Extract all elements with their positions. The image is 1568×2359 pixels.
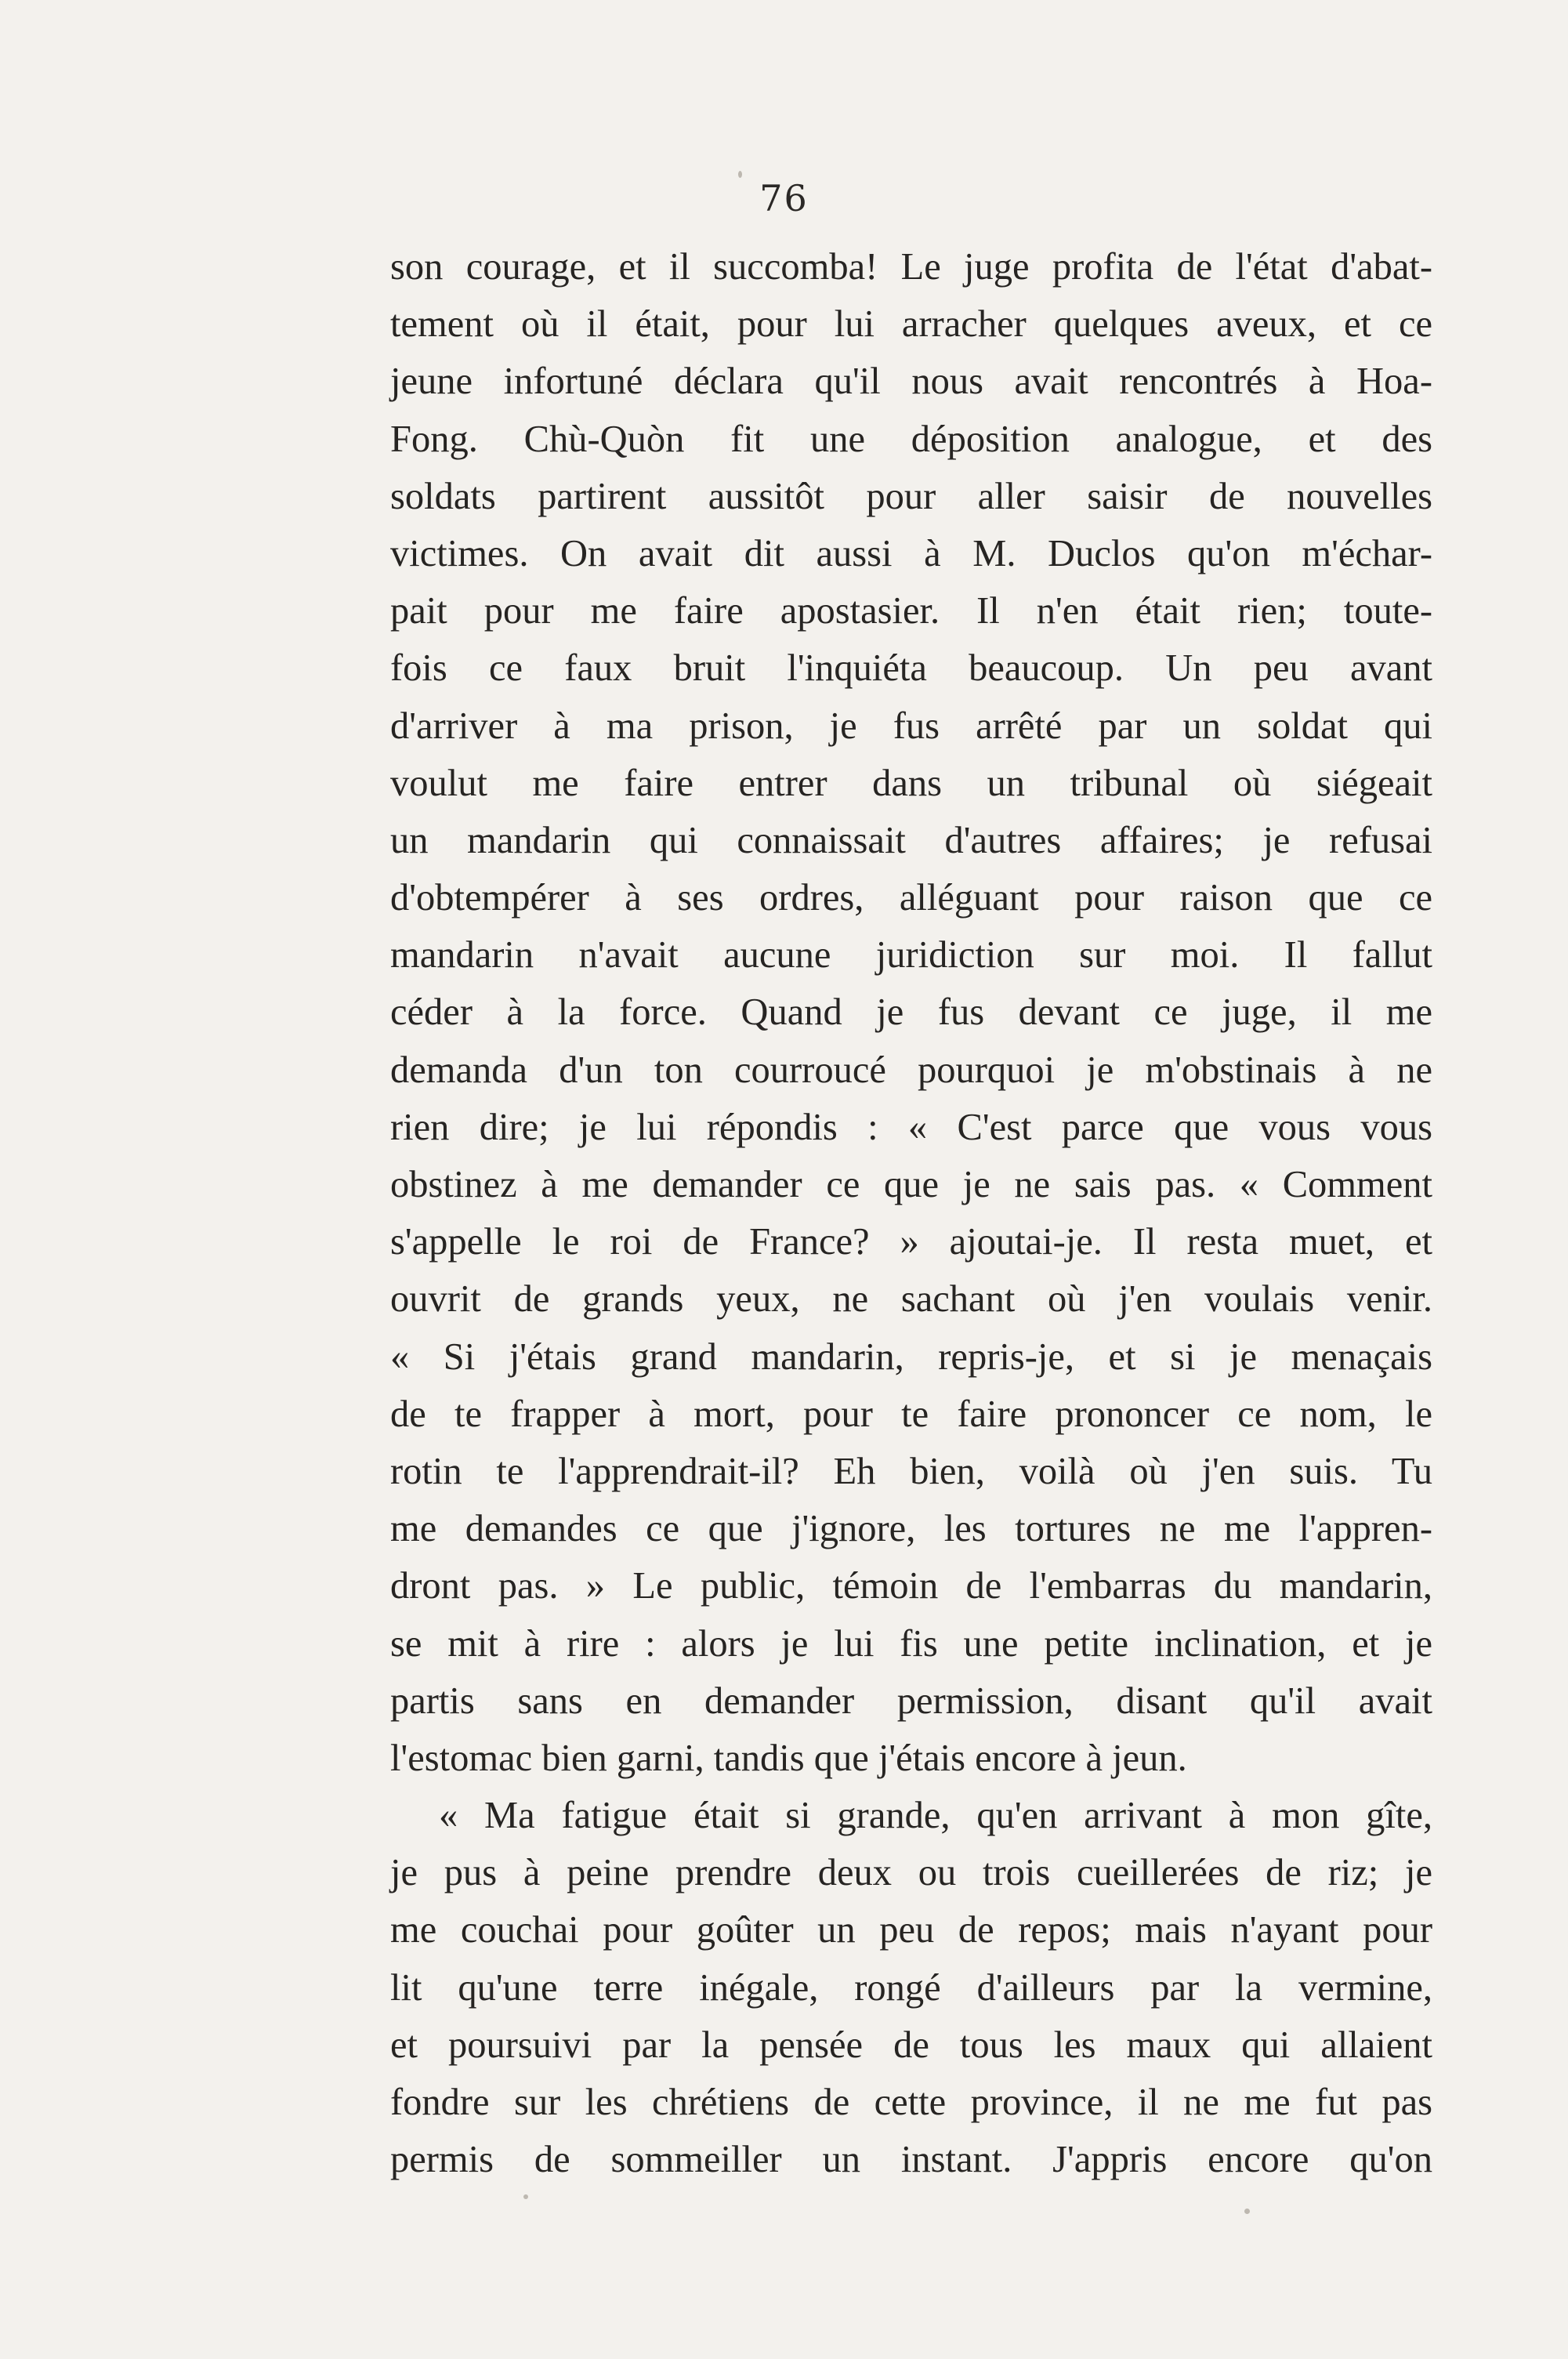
text-line: un mandarin qui connaissait d'autres affaires; je refusai bbox=[390, 819, 1432, 861]
text-line: tement où il était, pour lui arracher quelques aveux, et ce bbox=[390, 303, 1432, 346]
text-line: me demandes ce que j'ignore, les tortures ne me l'appren- bbox=[390, 1508, 1432, 1550]
text-line: lit qu'une terre inégale, rongé d'ailleurs par la vermine, bbox=[390, 1966, 1432, 2009]
text-line: se mit à rire : alors je lui fis une petite inclination, et je bbox=[390, 1622, 1432, 1665]
paragraph-start-line: « Ma fatigue était si grande, qu'en arrivant à mon gîte, bbox=[439, 1795, 1432, 1837]
text-line: dront pas. » Le public, témoin de l'embarras du mandarin, bbox=[390, 1565, 1432, 1607]
paper-speck bbox=[523, 2194, 528, 2199]
text-line: mandarin n'avait aucune juridiction sur moi. Il fallut bbox=[390, 934, 1432, 977]
text-line: ouvrit de grands yeux, ne sachant où j'en voulais venir. bbox=[390, 1278, 1432, 1321]
paper-speck bbox=[738, 171, 742, 178]
text-line: demanda d'un ton courroucé pourquoi je m'obstinais à ne bbox=[390, 1049, 1432, 1091]
text-line: fois ce faux bruit l'inquiéta beaucoup. Un peu avant bbox=[390, 647, 1432, 690]
text-line: rotin te l'apprendrait-il? Eh bien, voilà où j'en suis. Tu bbox=[390, 1450, 1432, 1492]
text-line: fondre sur les chrétiens de cette province, il ne me fut pas bbox=[390, 2082, 1432, 2123]
text-line: soldats partirent aussitôt pour aller saisir de nouvelles bbox=[390, 475, 1432, 517]
text-line: d'arriver à ma prison, je fus arrêté par un soldat qui bbox=[390, 705, 1432, 747]
text-line: voulut me faire entrer dans un tribunal où siégeait bbox=[390, 762, 1432, 804]
text-line: Fong. Chù-Quòn fit une déposition analogue, et des bbox=[390, 418, 1432, 460]
text-line: obstinez à me demander ce que je ne sais pas. « Comment bbox=[390, 1164, 1432, 1205]
text-line: partis sans en demander permission, disant qu'il avait bbox=[390, 1680, 1432, 1722]
text-line: et poursuivi par la pensée de tous les maux qui allaient bbox=[390, 2024, 1432, 2066]
text-line: permis de sommeiller un instant. J'appris encore qu'on bbox=[390, 2139, 1432, 2181]
text-line: de te frapper à mort, pour te faire prononcer ce nom, le bbox=[390, 1393, 1432, 1435]
paragraph-end-line: l'estomac bien garni, tandis que j'étais encore à jeun. bbox=[390, 1737, 1187, 1779]
text-line: pait pour me faire apostasier. Il n'en était rien; toute- bbox=[390, 590, 1432, 632]
paper-speck bbox=[1244, 2209, 1250, 2214]
text-line: je pus à peine prendre deux ou trois cueillerées de riz; je bbox=[390, 1852, 1432, 1894]
text-line: victimes. On avait dit aussi à M. Duclos qu'on m'échar- bbox=[390, 532, 1432, 574]
text-line: « Si j'étais grand mandarin, repris-je, et si je menaçais bbox=[390, 1335, 1432, 1378]
body-text bbox=[390, 238, 1432, 2188]
text-line: d'obtempérer à ses ordres, alléguant pour raison que ce bbox=[390, 877, 1432, 919]
text-line: céder à la force. Quand je fus devant ce juge, il me bbox=[390, 991, 1432, 1034]
text-line: son courage, et il succomba! Le juge profita de l'état d'abat- bbox=[390, 246, 1432, 288]
text-line: me couchai pour goûter un peu de repos; mais n'ayant pour bbox=[390, 1909, 1432, 1951]
text-line: jeune infortuné déclara qu'il nous avait rencontrés à Hoa- bbox=[390, 361, 1432, 403]
text-line: rien dire; je lui répondis : « C'est parce que vous vous bbox=[390, 1106, 1432, 1148]
page-number: 76 bbox=[759, 177, 809, 219]
text-line: s'appelle le roi de France? » ajoutai-je. Il resta muet, et bbox=[390, 1221, 1432, 1263]
